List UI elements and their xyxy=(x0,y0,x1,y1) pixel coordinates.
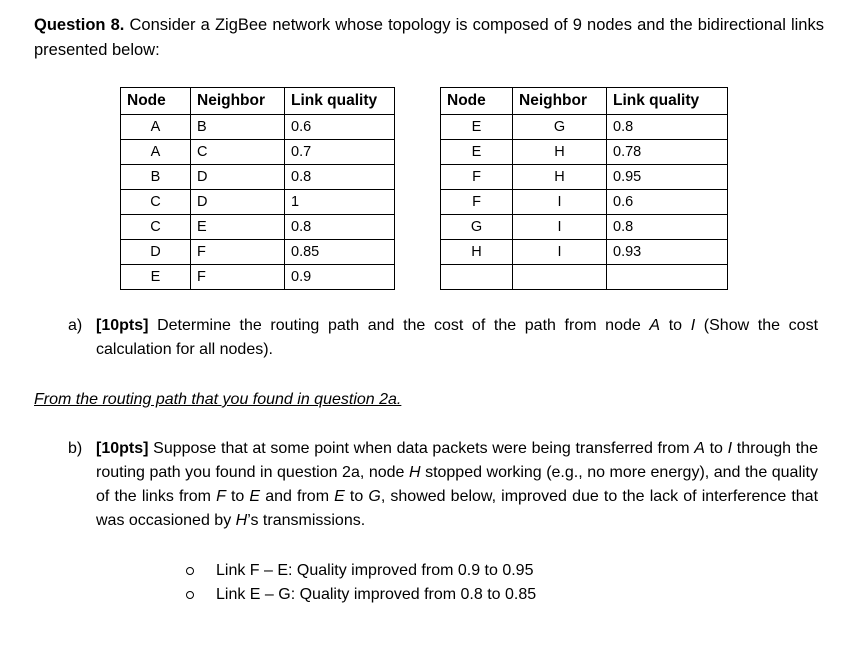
node-ref: H xyxy=(235,512,248,529)
cell-link-quality: 0.6 xyxy=(285,115,395,140)
node-ref: A xyxy=(649,317,661,334)
list-item-text: Link E – G: Quality improved from 0.8 to 0.85 xyxy=(216,586,537,603)
header-node: Node xyxy=(121,88,191,115)
list-item-text: Link F – E: Quality improved from 0.9 to 0.95 xyxy=(216,562,534,579)
table-row xyxy=(121,240,395,265)
part-b-text: stopped working (e.g., no more energy), and the quality of the links from xyxy=(96,464,819,505)
cell-neighbor: C xyxy=(191,140,285,165)
header-link-quality: Link quality xyxy=(607,88,728,115)
cell-neighbor: F xyxy=(191,240,285,265)
header-link-quality: Link quality xyxy=(285,88,395,115)
cell-neighbor: B xyxy=(191,115,285,140)
cell-link-quality xyxy=(607,265,728,290)
circle-bullet-icon xyxy=(186,591,194,599)
part-a-paragraph xyxy=(68,314,819,362)
part-b-text: to xyxy=(225,488,250,505)
header-node: Node xyxy=(441,88,513,115)
cell-node: C xyxy=(121,190,191,215)
node-ref: I xyxy=(690,317,696,334)
table-row xyxy=(121,140,395,165)
part-b-text: ’s transmissions. xyxy=(247,512,366,529)
cell-neighbor: G xyxy=(513,115,607,140)
part-b-points: [10pts] xyxy=(96,440,149,457)
table-row xyxy=(441,215,728,240)
question-text: Consider a ZigBee network whose topology is composed of 9 nodes and the bidirectional links presented below: xyxy=(34,16,824,59)
table-row xyxy=(441,115,728,140)
routing-note: From the routing path that you found in question 2a. xyxy=(34,391,402,408)
header-neighbor: Neighbor xyxy=(513,88,607,115)
node-ref: F xyxy=(216,488,226,505)
cell-node: F xyxy=(441,190,513,215)
cell-node: A xyxy=(121,140,191,165)
table-row xyxy=(121,215,395,240)
part-a-points: [10pts] xyxy=(96,317,149,334)
part-a-label: a) xyxy=(68,317,83,334)
node-ref: G xyxy=(368,488,381,505)
cell-neighbor: I xyxy=(513,215,607,240)
cell-neighbor: H xyxy=(513,165,607,190)
cell-link-quality: 0.8 xyxy=(285,215,395,240)
cell-node: A xyxy=(121,115,191,140)
node-ref: E xyxy=(249,488,261,505)
list-item xyxy=(186,583,536,607)
cell-neighbor: I xyxy=(513,240,607,265)
question-heading xyxy=(34,13,824,63)
node-ref: H xyxy=(408,464,421,481)
part-b-text: and from xyxy=(260,488,335,505)
cell-node: B xyxy=(121,165,191,190)
cell-link-quality: 0.85 xyxy=(285,240,395,265)
cell-link-quality: 0.95 xyxy=(607,165,728,190)
part-b-text: through the routing path you found in question 2a, node xyxy=(96,440,818,481)
cell-link-quality: 0.78 xyxy=(607,140,728,165)
table-row xyxy=(441,190,728,215)
cell-node: F xyxy=(441,165,513,190)
cell-node: E xyxy=(121,265,191,290)
table-row xyxy=(441,240,728,265)
cell-neighbor: F xyxy=(191,265,285,290)
cell-link-quality: 0.7 xyxy=(285,140,395,165)
table-row-empty xyxy=(441,265,728,290)
circle-bullet-icon xyxy=(186,567,194,575)
cell-neighbor: E xyxy=(191,215,285,240)
node-ref: A xyxy=(694,440,705,457)
cell-link-quality: 0.8 xyxy=(607,215,728,240)
part-b-text: to xyxy=(704,440,728,457)
list-item xyxy=(186,559,536,583)
cell-neighbor: D xyxy=(191,190,285,215)
table-row xyxy=(121,265,395,290)
cell-link-quality: 1 xyxy=(285,190,395,215)
table-row xyxy=(121,115,395,140)
table-header-row xyxy=(121,88,395,115)
part-b-label: b) xyxy=(68,440,83,457)
part-b-text: to xyxy=(344,488,369,505)
node-ref: E xyxy=(334,488,345,505)
cell-neighbor: H xyxy=(513,140,607,165)
cell-neighbor: I xyxy=(513,190,607,215)
cell-neighbor: D xyxy=(191,165,285,190)
table-row xyxy=(441,140,728,165)
part-a-text: Determine the routing path and the cost of the path from node xyxy=(148,317,650,334)
cell-node: E xyxy=(441,115,513,140)
table-row xyxy=(121,165,395,190)
cell-link-quality: 0.9 xyxy=(285,265,395,290)
link-table-left xyxy=(120,87,395,290)
question-number: Question 8. xyxy=(34,16,125,34)
part-b-text: Suppose that at some point when data packets were being transferred from xyxy=(148,440,695,457)
part-b-paragraph xyxy=(68,437,819,533)
cell-link-quality: 0.8 xyxy=(607,115,728,140)
cell-link-quality: 0.93 xyxy=(607,240,728,265)
cell-node: G xyxy=(441,215,513,240)
table-row xyxy=(441,165,728,190)
header-neighbor: Neighbor xyxy=(191,88,285,115)
cell-node: H xyxy=(441,240,513,265)
node-ref: I xyxy=(727,440,733,457)
cell-neighbor xyxy=(513,265,607,290)
part-a-text: (Show the cost calculation for all nodes). xyxy=(96,317,819,358)
cell-node: D xyxy=(121,240,191,265)
cell-node xyxy=(441,265,513,290)
cell-node: E xyxy=(441,140,513,165)
table-header-row xyxy=(441,88,728,115)
part-a-text: to xyxy=(660,317,691,334)
link-improvement-list xyxy=(186,559,536,607)
table-row xyxy=(121,190,395,215)
cell-link-quality: 0.8 xyxy=(285,165,395,190)
part-b-text: , showed below, improved due to the lack of interference that was occasioned by xyxy=(96,488,819,529)
cell-link-quality: 0.6 xyxy=(607,190,728,215)
link-table-right xyxy=(440,87,728,290)
cell-node: C xyxy=(121,215,191,240)
